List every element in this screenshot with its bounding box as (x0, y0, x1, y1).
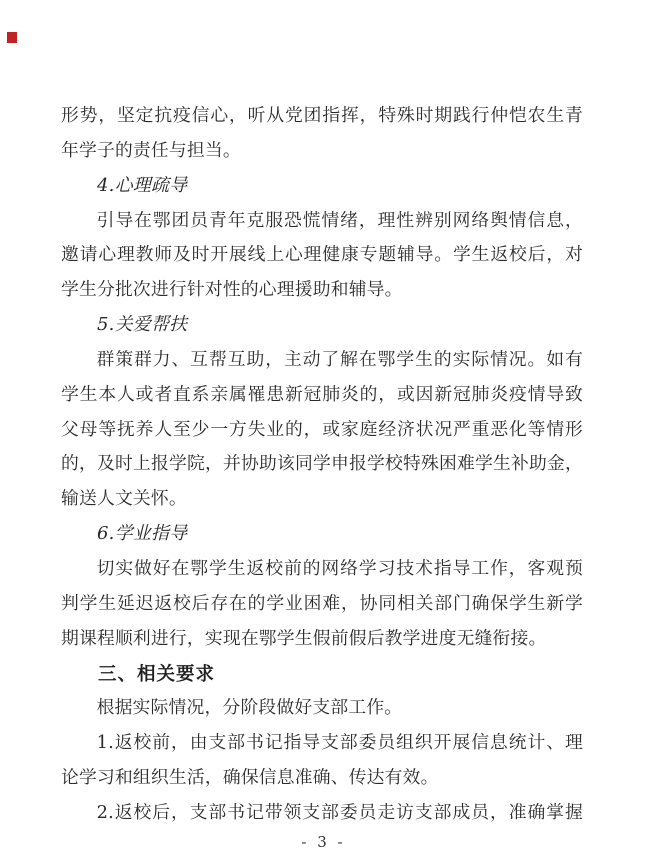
document-line: 邀请心理教师及时开展线上心理健康专题辅导。学生返校后，对 (61, 244, 583, 266)
document-line: 4.心理疏导 (97, 174, 188, 196)
document-line: 期课程顺利进行，实现在鄂学生假前假后教学进度无缝衔接。 (61, 627, 547, 649)
page-number: - 3 - (301, 833, 346, 851)
document-line: 6.学业指导 (97, 523, 188, 545)
document-line: 学生分批次进行针对性的心理援助和辅导。 (61, 279, 403, 301)
document-line: 学生本人或者直系亲属罹患新冠肺炎的，或因新冠肺炎疫情导致 (61, 383, 583, 405)
document-line: 论学习和组织生活，确保信息准确、传达有效。 (61, 767, 439, 789)
document-line: 2.返校后，支部书记带领支部委员走访支部成员，准确掌握 (96, 801, 583, 823)
document-line: 的，及时上报学院，并协助该同学申报学校特殊困难学生补助金， (61, 453, 583, 475)
document-line: 群策群力、互帮互助，主动了解在鄂学生的实际情况。如有 (96, 348, 583, 370)
document-line: 年学子的责任与担当。 (61, 139, 241, 161)
document-text-block (61, 99, 583, 831)
document-line: 5.关爱帮扶 (97, 314, 188, 336)
document-line: 切实做好在鄂学生返校前的网络学习技术指导工作，客观预 (96, 557, 583, 579)
document-line: 引导在鄂团员青年克服恐慌情绪，理性辨别网络舆情信息， (96, 209, 583, 231)
document-line: 三、相关要求 (98, 662, 216, 684)
document-line: 父母等抚养人至少一方失业的，或家庭经济状况严重恶化等情形 (61, 418, 583, 440)
document-line: 1.返校前，由支部书记指导支部委员组织开展信息统计、理 (96, 732, 583, 754)
document-line: 判学生延迟返校后存在的学业困难，协同相关部门确保学生新学 (61, 592, 583, 614)
document-line: 输送人文关怀。 (61, 488, 187, 510)
red-stamp-mark (7, 32, 17, 43)
document-line: 根据实际情况，分阶段做好支部工作。 (96, 697, 403, 719)
document-line: 形势，坚定抗疫信心，听从党团指挥，特殊时期践行仲恺农生青 (61, 105, 583, 126)
